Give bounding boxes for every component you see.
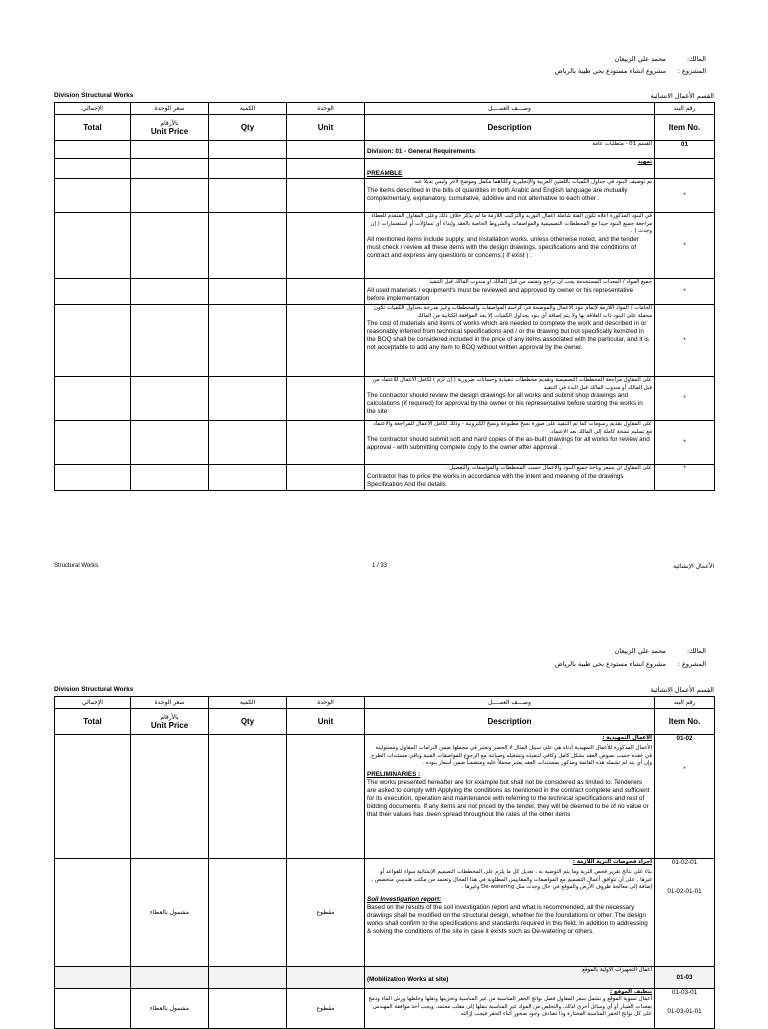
project-label: المشروع : bbox=[677, 67, 706, 75]
table-row bbox=[55, 859, 715, 967]
col-price-ar: سعر الوحدة bbox=[131, 103, 209, 115]
item-no: 01-02-01-01 bbox=[667, 888, 702, 895]
preamble-ar: تمهيد bbox=[637, 159, 652, 165]
preliminaries-ar: الأعمال المذكورة للأعمال التمهيدية أدناه هي على سبيل المثال لا الحصر وتعتبر في مجملها ضمن التزامات المقاول ومسئوليته في عقده حسب نصوص العقد بشكل كامل وكافي لتنفيذه وتشغيله وصيانته مع الرجوع للمواصفات الفنية وباقي مستندات الطرح وإن أي بند لم تشمله هذه القائمة ومذكور بمستندات العقد يعتبر محملاً عليه ومتضمناً ضمن أسعار بنوده . bbox=[371, 745, 652, 767]
soil-ar: بناء على نتائج تقرير فحص التربة وما يتم التوصية به ، تعديل كل ما يلزم على المخططات التصميم الإنشائية سواء للقواعد أو غيرها ، على أن تتوافق أعمال التصميم مع المواصفات والمقاييس المطلوبة في هذا المجال وتعتمد من مكتب هندسي متخصص ، إضافة إلى معالجة ظروف الأرض والموقع في حال وجدت مثل De-watering وغيرها . bbox=[371, 869, 652, 891]
table-row bbox=[55, 735, 715, 859]
col-price-sub-ar: بالأرقام bbox=[160, 713, 179, 721]
footer-left: Structural Works bbox=[54, 563, 99, 569]
desc-en: All mentioned items include supply, and installation works, unless otherwise noted, and the tender must check / review all these items with the design drawings, specifications and the conditions of contract and express any questions or concerns.( If exist ) . bbox=[367, 235, 639, 259]
unit-cell: مقطوع bbox=[287, 859, 365, 967]
owner-label: المالك: bbox=[686, 647, 706, 655]
item-no: 01-02-01 bbox=[671, 859, 698, 866]
desc-en: The items described in the bills of quantities in both Arabic and English language are mutually complementary, explanatory, cumulative, additive and not alternative to each other . bbox=[367, 186, 628, 202]
col-item-ar: رقم البند bbox=[655, 103, 715, 115]
division-01-en: Division: 01 - General Requirements bbox=[367, 148, 476, 156]
boq-table-page-2 bbox=[54, 696, 715, 1029]
boq-table-page-1 bbox=[54, 102, 715, 491]
desc-ar: الخامات / المواد اللازمة لإتمام بنود الأعمال والموضحة في كراسة المواصفات والمخططات وغير مدرجة بجداول الكميات تكون محملة على البنود ذات العلاقة بها ولا يتم إضافة أي بنود بجداول الكميات إلا بعد الموافقة الكتابية من المالك bbox=[374, 305, 652, 319]
col-unit-en: Unit bbox=[287, 115, 365, 141]
soil-ar-title: اجراء فحوصات التربة اللازمة : bbox=[572, 859, 652, 865]
item-no: * bbox=[655, 305, 715, 377]
col-price-ar: سعر الوحدة bbox=[131, 697, 209, 709]
item-no: * bbox=[655, 213, 715, 279]
desc-ar: على المقاول أن يسعر ويأخذ جميع البنود والأعمال حسب المخططات والمواصفات والتفصيل . bbox=[445, 465, 652, 472]
project-label: المشروع : bbox=[677, 660, 706, 668]
col-price-cell bbox=[131, 709, 209, 735]
mobilization-ar: أعمال التجهيزات الأولية بالموقع bbox=[582, 967, 652, 973]
item-cell bbox=[655, 859, 715, 967]
col-total-ar: الإجمالي bbox=[55, 697, 131, 709]
item-no: 01-03 bbox=[655, 967, 715, 989]
desc-ar: جميع المواد / المعدات المستخدمة يجب أن تراجع وتعتمد من قبل المالك أو مندوب المالك قبل التنفيذ bbox=[429, 279, 652, 286]
preamble-en: PREAMBLE bbox=[367, 170, 403, 178]
owner-value: محمد علي الربيعان bbox=[614, 55, 666, 63]
col-desc-ar: وصـــف العمــــل bbox=[365, 103, 655, 115]
col-item-en: Item No. bbox=[655, 115, 715, 141]
mobilization-en: (Mobilization Works at site) bbox=[367, 976, 449, 984]
col-desc-en: Description bbox=[365, 709, 655, 735]
project-row bbox=[476, 660, 706, 668]
col-qty-ar: الكمية bbox=[209, 697, 287, 709]
division-ar: القسم الأعمال الانشائية bbox=[650, 686, 714, 694]
item-no: 01-03-01-01 bbox=[667, 1008, 702, 1015]
project-value: مشروع انشاء مستودع بحي طيبة بالرياض bbox=[554, 660, 666, 668]
desc-ar: على المقاول مراجعة المخططات التصميمية وتقديم مخططات تنفيذية وحسابات ضرورية ( إن لزم ) لكامل الأعمال للاعتماد من قبل المالك أو مندوب المالك قبل البدء في التنفيذ bbox=[372, 377, 652, 391]
item-no: * bbox=[655, 465, 715, 491]
table-row bbox=[55, 141, 715, 159]
division-ar: القسم الأعمال الانشائية bbox=[650, 92, 714, 100]
soil-en-title: Soil Investigation report: bbox=[367, 895, 442, 903]
col-unit-en: Unit bbox=[287, 709, 365, 735]
col-item-ar: رقم البند bbox=[655, 697, 715, 709]
table-row bbox=[55, 989, 715, 1029]
owner-label: المالك: bbox=[686, 55, 706, 63]
col-item-en: Item No. bbox=[655, 709, 715, 735]
col-unit-ar: الوحدة bbox=[287, 103, 365, 115]
col-qty-en: Qty bbox=[209, 709, 287, 735]
unit-cell: مقطوع bbox=[287, 989, 365, 1029]
division-en: Division Structural Works bbox=[54, 92, 134, 99]
owner-row bbox=[476, 55, 706, 63]
table-row bbox=[55, 213, 715, 279]
desc-ar: على المقاول تقديم رسومات كما تم التنفيذ على صورة نسخ مطبوعة ونسخ الكترونية - وذلك لكامل الأعمال للمراجعة والاعتماد مع تسليم نسخة كاملة إلى المالك بعد الاعتماد. bbox=[373, 421, 652, 435]
desc-ar: في البنود المذكورة أعلاه تكون الفئة شاملة أعمال التوريد والتركيب اللازمة ما لم يذكر خلاف ذلك وعلى المقاول المتقدم للعطاء مراجعة جميع البنود جيدا مع المخططات التصميمية والمواصفات والشروط الخاصة بالعقد وإبداء أي تساؤلات أو استفسارات ( إن وجدت ) . bbox=[370, 213, 652, 235]
site-clean-ar-title: تنظيف الموقع : bbox=[609, 989, 652, 995]
table-row bbox=[55, 377, 715, 421]
col-price-cell bbox=[131, 115, 209, 141]
table-row bbox=[55, 421, 715, 465]
owner-row bbox=[476, 647, 706, 655]
division-en: Division Structural Works bbox=[54, 686, 134, 693]
division-01-ar: القسم 01 - متطلبات عامة bbox=[592, 141, 652, 147]
table-row bbox=[55, 279, 715, 305]
col-total-en: Total bbox=[55, 709, 131, 735]
item-no: * bbox=[655, 279, 715, 305]
desc-en: Contractor has to price the works in accordance with the intent and meaning of the drawings Specification And the details bbox=[367, 472, 624, 488]
col-qty-en: Qty bbox=[209, 115, 287, 141]
table-row bbox=[55, 305, 715, 377]
footer-right: الأعمال الإنشائية bbox=[673, 563, 714, 570]
preliminaries-en: The works presented hereafter are for example but shall not be considered as limited to. Tenderers are asked to comply with Applying the conditions as mentioned in the contract complete and sufficient for its execution, operation and maintenance with referring to the technical specifications and rest of bidding documents. If any items are not priced by the tender, they will be deemed to be of no value or that their values has .been spread throughout the rates of the other items bbox=[367, 778, 650, 818]
col-total-ar: الإجمالي bbox=[55, 103, 131, 115]
preliminaries-ar-title: الأعمال التمهيدية : bbox=[602, 735, 652, 741]
preliminaries-en-title: PRELIMINARIES : bbox=[367, 770, 421, 778]
col-price-en: Unit Price bbox=[150, 720, 189, 730]
desc-ar: تم توصيف البنود في جداول الكميات باللغتين العربية والإنجليزية وكلتاهما مكمل وموضح لآخر وليس بديلا عنه bbox=[414, 179, 652, 186]
col-price-en: Unit Price bbox=[150, 126, 189, 136]
col-desc-ar: وصـــف العمــــل bbox=[365, 697, 655, 709]
col-qty-ar: الكمية bbox=[209, 103, 287, 115]
unit-price-cell: مشمول بالعطاء bbox=[131, 989, 209, 1029]
table-row bbox=[55, 159, 715, 179]
item-cell bbox=[655, 989, 715, 1029]
item-no: 01 bbox=[655, 141, 715, 159]
project-row bbox=[476, 67, 706, 75]
site-clean-ar: أعمال تسوية الموقع و تشمل سعر المقاول فصل نواتج الحفر المناسبة من غير المناسبة وتخزينها ونقلها وخلطها ورش الماء ودمج بمعدات الضبار أو أي وسائل أخرى لذلك، والتخلص من المواد غير المناسبة بنقلها إلى مقلب معتمد. ويجب أخذ موافقة المهندس على كل نواتج الحفر المناسبة المختارة وذا تصادف وجود صخور أثناء الحفر فيجب إزالته bbox=[368, 996, 652, 1018]
item-no: 01-02 bbox=[676, 735, 693, 742]
item-no: * bbox=[655, 179, 715, 213]
item-no: * bbox=[683, 766, 686, 773]
desc-en: The contractor should review the design drawings for all works and submit shop drawings and calculations (if required) for approval by the owner or his representative before starting the works in the site . bbox=[367, 392, 643, 416]
item-no: 01-03-01 bbox=[671, 989, 698, 996]
col-total-en: Total bbox=[55, 115, 131, 141]
item-cell bbox=[655, 735, 715, 859]
soil-en: Based on the results of the soil investigation report and what is recommended, all the necessary drawings shall be modified on the structural design, whether for the foundations or other. The design works shall confirm to the specifications and standards required in this field. In addition to addressing & solving the conditions of the site in case it exists such as De-watering or others. bbox=[367, 903, 648, 935]
project-value: مشروع انشاء مستودع بحي طيبة بالرياض bbox=[554, 67, 666, 75]
owner-value: محمد علي الربيعان bbox=[614, 647, 666, 655]
desc-en: The cost of materials and items of works which are needed to complete the work and described in or reasonably inferred from technical specifications and / or the drawing but not specifically itemized in the BOQ shall be considered included in the price of any items associated with the particular, and it is not acceptable to add any item to BOQ without written approval by the owner. bbox=[367, 320, 649, 352]
footer-page-number: 1 / 33 bbox=[372, 563, 388, 569]
desc-en: The contractor should submit soft and hard copies of the as-built drawings for all works for review and approval - with submitting complete copy to the owner after approval . bbox=[367, 436, 650, 452]
page-2 bbox=[0, 590, 768, 1024]
col-unit-ar: الوحدة bbox=[287, 697, 365, 709]
table-row bbox=[55, 465, 715, 491]
col-desc-en: Description bbox=[365, 115, 655, 141]
item-no: * bbox=[655, 377, 715, 421]
col-price-sub-ar: بالأرقام bbox=[160, 119, 179, 127]
table-row bbox=[55, 179, 715, 213]
desc-en: All used materials / equipment's must be reviewed and approved by owner or his representative before implementation bbox=[367, 286, 634, 302]
item-no: * bbox=[655, 421, 715, 465]
unit-price-cell: مشمول بالعطاء bbox=[131, 859, 209, 967]
table-row bbox=[55, 967, 715, 989]
